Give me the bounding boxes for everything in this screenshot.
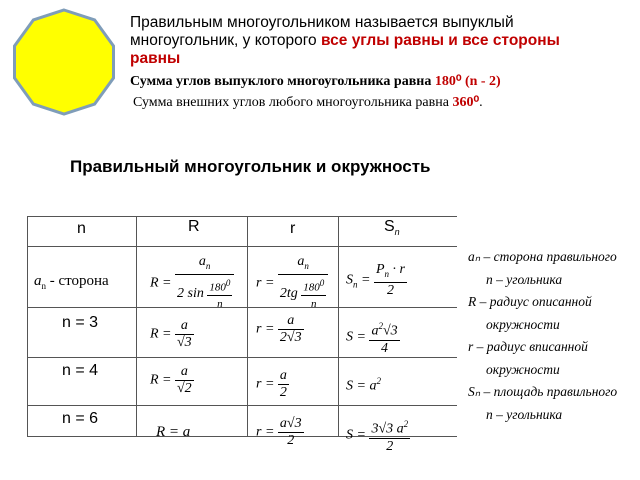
exterior-sum-dot: .	[479, 95, 483, 110]
header-S: $S_n$	[384, 218, 400, 238]
header-n: n	[77, 220, 86, 237]
note-an: aₙ – сторона правильного	[468, 249, 617, 264]
note-an-cont: n – угольника	[486, 271, 563, 287]
row-label-n6: n = 6	[62, 410, 99, 427]
definition-text	[130, 14, 590, 68]
notes-legend	[468, 246, 640, 426]
formula-R-n4: R = $\frac{a}{√2}$	[150, 364, 192, 396]
general-row-label: $a_n$ - сторона	[34, 273, 109, 291]
formula-r-n6: r = $\frac{a√3}{2}$	[256, 416, 302, 448]
header-R: R	[188, 218, 200, 235]
formula-r-n3: r = $\frac{a}{2√3}$	[256, 313, 302, 345]
definition-highlight: все углы равны и все стороны равны	[130, 32, 560, 67]
row-label-n3: n = 3	[62, 314, 99, 331]
formula-r-n4: r = $\frac{a}{2}$	[256, 368, 287, 400]
row-label-n4: n = 4	[62, 362, 99, 379]
interior-sum-text: Сумма углов выпуклого многоугольника равна	[130, 74, 435, 89]
interior-sum-line	[130, 73, 501, 90]
exterior-sum-line	[133, 94, 483, 111]
section-title: Правильный многоугольник и окружность	[70, 157, 431, 176]
note-Sn-cont: n – угольника	[486, 406, 563, 422]
exterior-sum-value: 360⁰	[452, 95, 480, 110]
formula-R-n6: R = a	[156, 424, 191, 440]
formula-S-general: $S_n$ = $\frac{P_n \cdot r}{2}$	[346, 262, 405, 298]
definition-lead: Правильным многоугольником называется выпуклый многоугольник, у которого	[130, 14, 514, 49]
note-r-cont: окружности	[486, 361, 560, 377]
formula-R-n3: R = $\frac{a}{√3}$	[150, 318, 192, 350]
formula-r-general: r = $a_n$ 2tg $\frac{180^0}{n}$	[256, 254, 328, 312]
note-r: r – радиус вписанной	[468, 339, 588, 354]
decagon-figure	[8, 6, 120, 118]
decagon-shape	[15, 10, 114, 114]
note-R: R – радиус описанной	[468, 294, 592, 309]
note-R-cont: окружности	[486, 316, 560, 332]
exterior-sum-text: Сумма внешних углов любого многоугольника равна	[133, 95, 453, 110]
formula-R-general: R = $a_n$ 2 sin $\frac{180^0}{n}$	[150, 254, 234, 312]
note-Sn: Sₙ – площадь правильного	[468, 384, 618, 399]
formula-S-n6: S = $\frac{3√3 a^2}{2}$	[346, 416, 410, 455]
header-r: r	[290, 220, 296, 237]
formula-S-n3: S = $\frac{a^2√3}{4}$	[346, 318, 400, 357]
interior-sum-formula: 180⁰ (n - 2)	[434, 74, 501, 89]
formula-S-n4: $S = a^2$	[346, 376, 381, 394]
